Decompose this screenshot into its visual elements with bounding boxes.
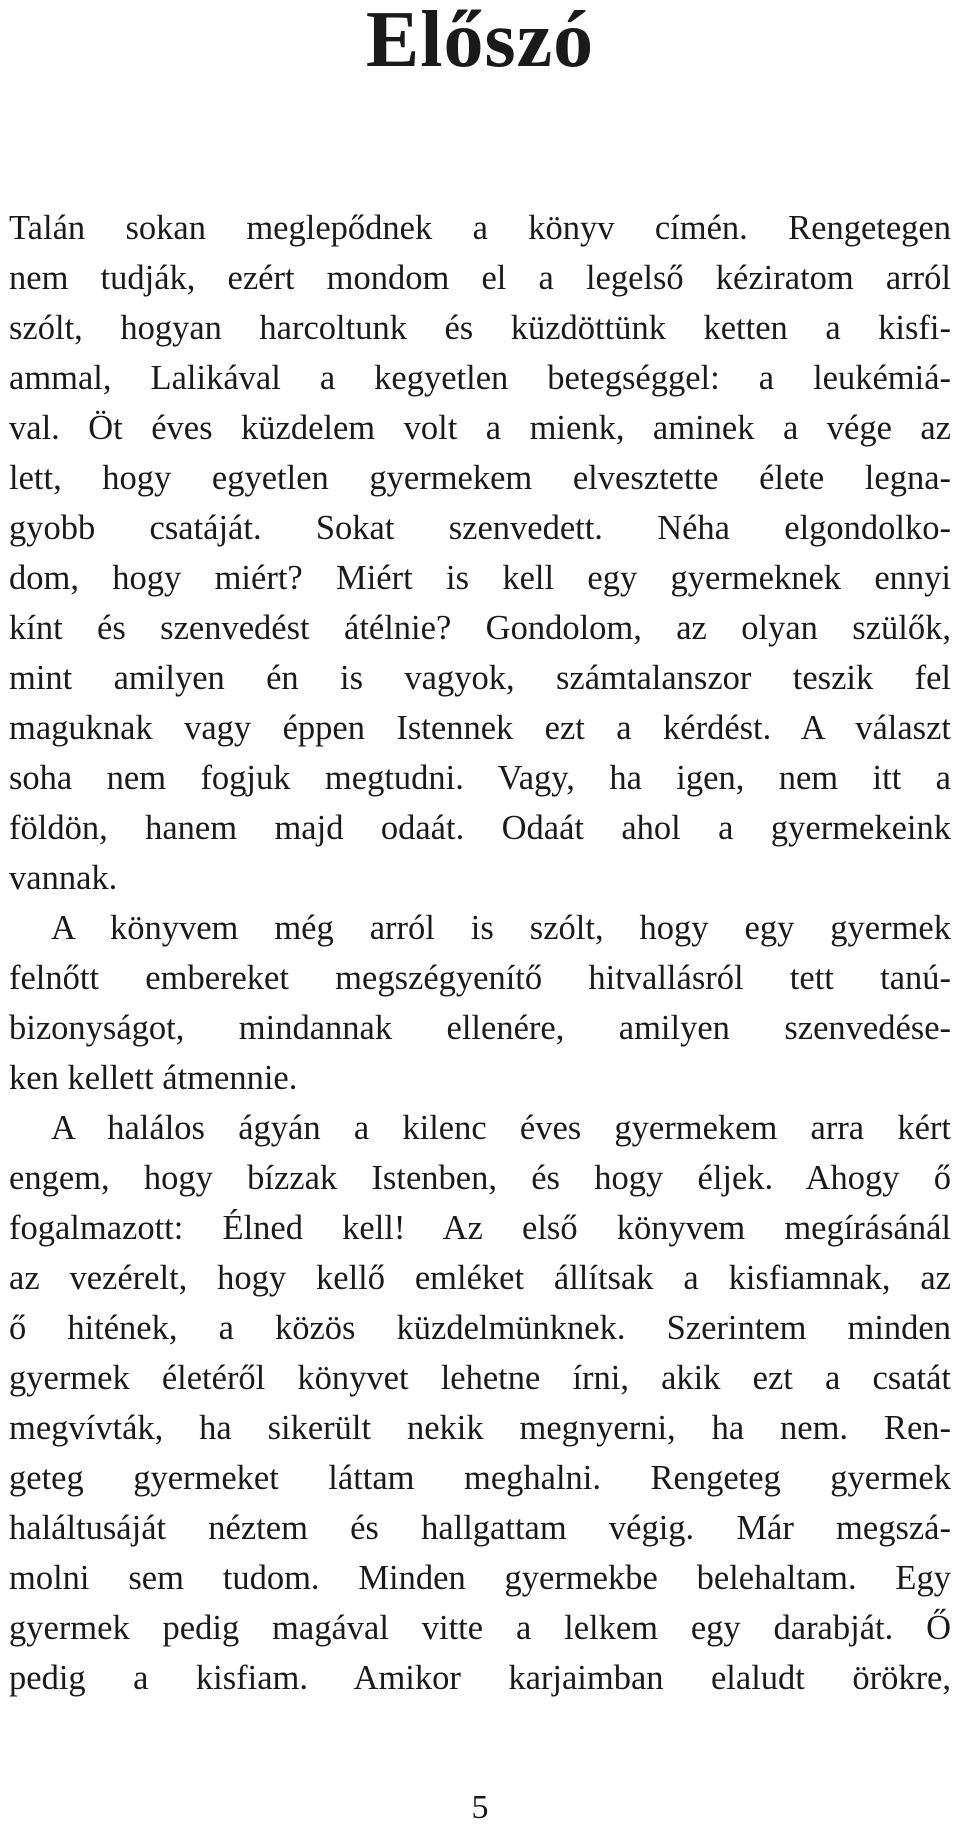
paragraph-1 [9,203,951,903]
page-number: 5 [471,1789,489,1826]
text-line: bizonyságot, mindannak ellenére, amilyen szenvedése- [9,1009,951,1047]
text-line: nem tudják, ezért mondom el a legelső kéziratom arról [9,259,951,297]
text-line: engem, hogy bízzak Istenben, és hogy éljek. Ahogy ő [9,1159,951,1197]
text-line: pedig a kisfiam. Amikor karjaimban elaludt örökre, [9,1659,951,1697]
text-line: Talán sokan meglepődnek a könyv címén. Rengetegen [9,209,951,247]
text-line: fogalmazott: Élned kell! Az első könyvem megírásánál [9,1209,951,1247]
text-line: vannak. [9,859,118,897]
text-line: megvívták, ha sikerült nekik megnyerni, ha nem. Ren- [9,1409,951,1447]
paragraph-3 [9,1103,951,1703]
text-line: gyobb csatáját. Sokat szenvedett. Néha elgondolko- [9,509,951,547]
text-line: gyermek pedig magával vitte a lelkem egy darabját. Ő [9,1609,951,1647]
text-line: szólt, hogyan harcoltunk és küzdöttünk ketten a kisfi- [9,309,951,347]
text-line: földön, hanem majd odaát. Odaát ahol a gyermekeink [9,809,951,847]
text-line: soha nem fogjuk megtudni. Vagy, ha igen, nem itt a [9,759,951,797]
text-line: geteg gyermeket láttam meghalni. Rengeteg gyermek [9,1459,951,1497]
paragraph-2 [9,903,951,1103]
text-line: molni sem tudom. Minden gyermekbe belehaltam. Egy [9,1559,951,1597]
text-line: ken kellett átmennie. [9,1059,298,1097]
text-line: gyermek életéről könyvet lehetne írni, akik ezt a csatát [9,1359,951,1397]
page-title: Előszó [365,0,595,84]
text-line: ammal, Lalikával a kegyetlen betegséggel: a leukémiá- [9,359,951,397]
text-line: A könyvem még arról is szólt, hogy egy gyermek [51,909,951,947]
text-line: A halálos ágyán a kilenc éves gyermekem arra kért [51,1109,951,1147]
body-text [9,203,951,1703]
text-line: kínt és szenvedést átélnie? Gondolom, az olyan szülők, [9,609,951,647]
text-line: felnőtt embereket megszégyenítő hitvallásról tett tanú- [9,959,951,997]
text-line: val. Öt éves küzdelem volt a mienk, aminek a vége az [9,409,951,447]
text-line: maguknak vagy éppen Istennek ezt a kérdést. A választ [9,709,951,747]
text-line: lett, hogy egyetlen gyermekem elvesztette élete legna- [9,459,951,497]
text-line: az vezérelt, hogy kellő emléket állítsak a kisfiamnak, az [9,1259,951,1297]
text-line: dom, hogy miért? Miért is kell egy gyermeknek ennyi [9,559,951,597]
text-line: haláltusáját néztem és hallgattam végig. Már megszá- [9,1509,951,1547]
text-line: ő hitének, a közös küzdelmünknek. Szerintem minden [9,1309,951,1347]
text-line: mint amilyen én is vagyok, számtalanszor teszik fel [9,659,951,697]
